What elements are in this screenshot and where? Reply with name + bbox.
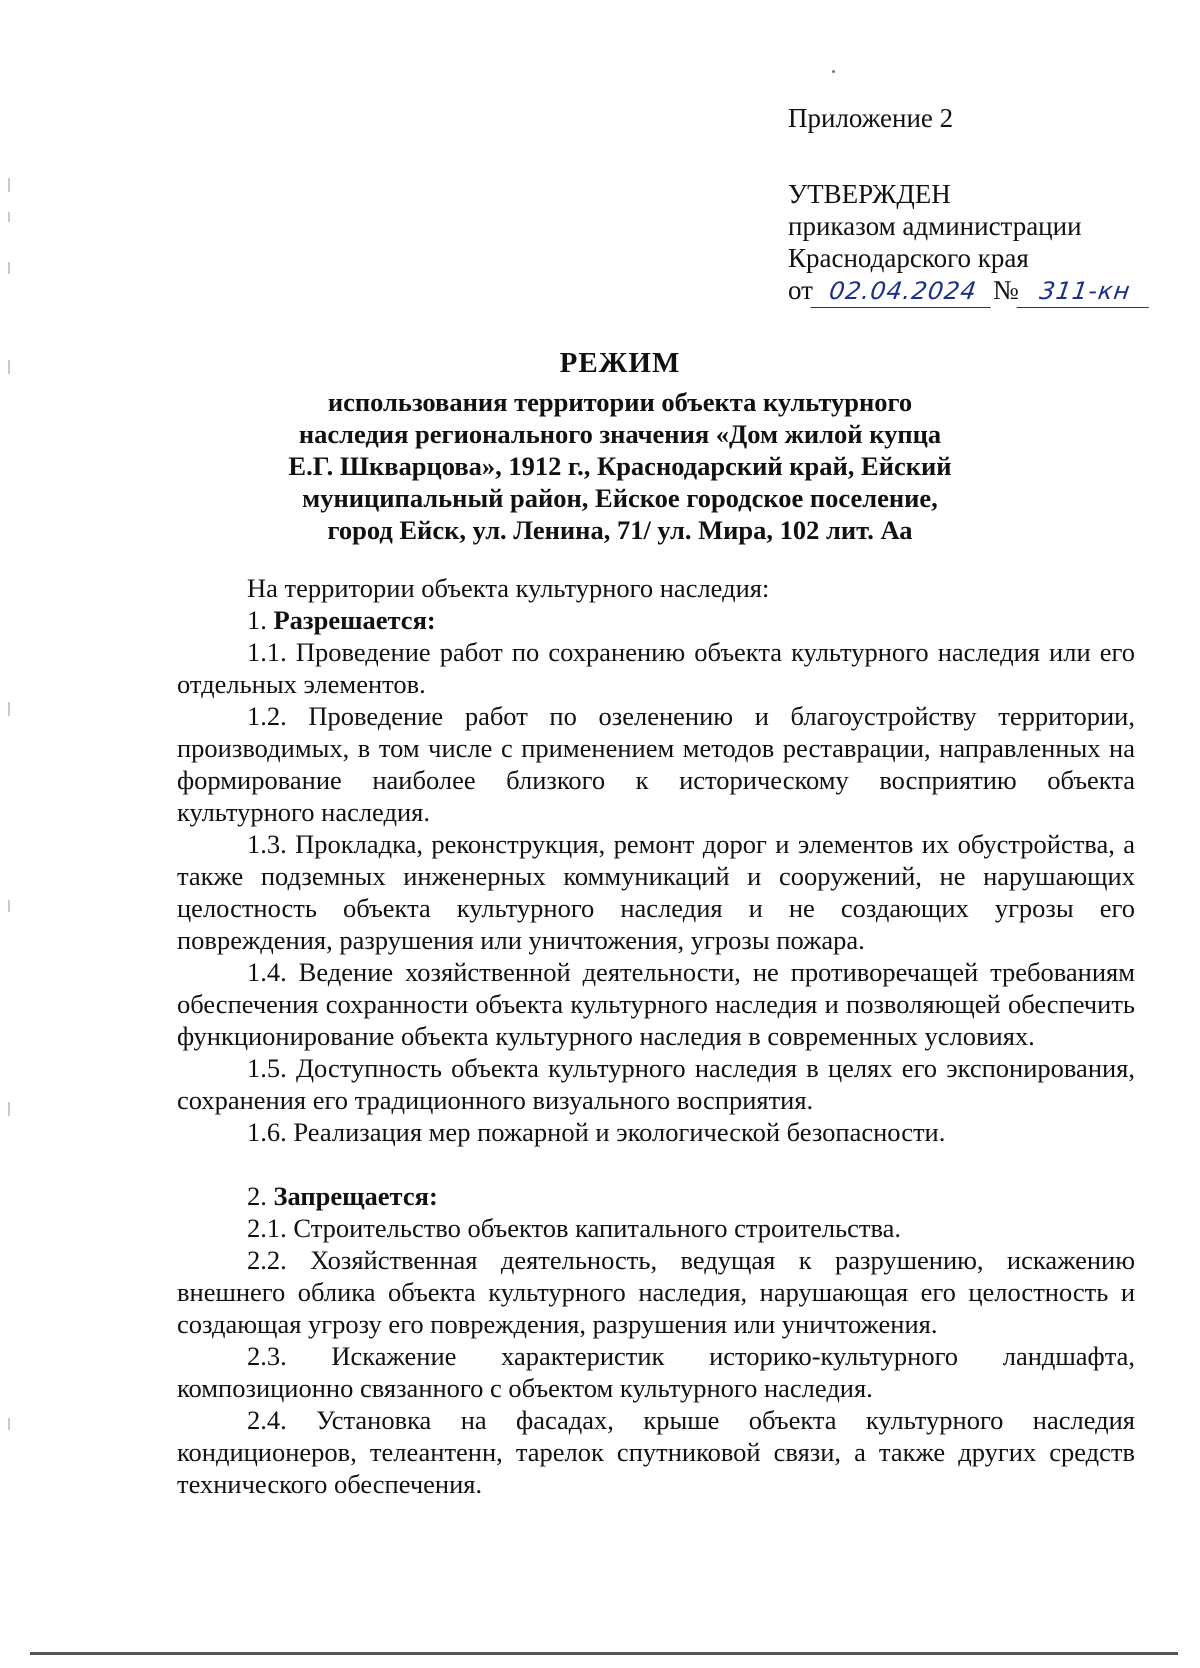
document-body [177,572,1135,1500]
section-title: Запрещается: [273,1181,438,1211]
region-label: Краснодарского края [788,243,1029,273]
scan-speck [832,70,835,73]
scan-bottom-edge [30,1652,1178,1655]
list-item: 1.4. Ведение хозяйственной деятельности, не противоречащей требованиям обеспечения сохранности объекта культурного наследия и позволяющей обеспечить функционирование объекта культурного наследия в современных условиях. [177,957,1135,1051]
section-number: 2. [247,1181,267,1211]
title-main: РЕЖИМ [559,347,681,379]
scan-edge-mark [8,262,10,274]
handwritten-number: 311-кн [1016,275,1153,308]
title-line: Е.Г. Шкварцова», 1912 г., Краснодарский край, Ейский [288,451,952,481]
list-item: 1.2. Проведение работ по озеленению и благоустройству территории, производимых, в том числе с применением методов реставрации, направленных на формирование наиболее близкого к историческому восприятию объекта культурного наследия. [177,701,1135,827]
title-line: наследия регионального значения «Дом жилой купца [298,419,942,449]
list-item: 1.6. Реализация мер пожарной и экологической безопасности. [247,1117,946,1147]
list-item: 2.1. Строительство объектов капитального строительства. [247,1213,902,1243]
list-item: 2.4. Установка на фасадах, крыше объекта культурного наследия кондиционеров, телеантенн, тарелок спутниковой связи, а также других средств технического обеспечения. [177,1405,1135,1499]
approved-label: УТВЕРЖДЕН [788,179,951,209]
number-sign: № [992,275,1019,305]
scan-edge-mark [8,1102,10,1116]
scan-edge-mark [8,1418,10,1430]
section-title: Разрешается: [273,605,436,635]
scan-edge-mark [8,900,10,912]
intro-paragraph: На территории объекта культурного наследия: [247,573,770,603]
handwritten-date: 02.04.2024 [811,275,996,308]
list-item: 1.3. Прокладка, реконструкция, ремонт дорог и элементов их обустройства, а также подземных инженерных коммуникаций и сооружений, не нарушающих целостность объекта культурного наследия и не создающих угрозы его повреждения, разрушения или уничтожения, угрозы пожара. [177,829,1135,955]
title-line: использования территории объекта культурного [327,387,913,417]
document-title [170,346,1070,546]
order-label: приказом администрации [788,211,1082,241]
appendix-label: Приложение 2 [788,103,954,133]
section-heading-allowed [177,604,1135,636]
list-item: 1.1. Проведение работ по сохранению объекта культурного наследия или его отдельных элементов. [177,637,1135,699]
list-item: 1.5. Доступность объекта культурного наследия в целях его экспонирования, сохранения его традиционного визуального восприятия. [177,1053,1135,1115]
section-heading-forbidden [177,1180,1135,1212]
spacer [177,1148,1135,1180]
order-date-number [788,274,1158,308]
scan-edge-mark [8,212,10,222]
list-item: 2.3. Искажение характеристик историко-культурного ландшафта, композиционно связанного с объектом культурного наследия. [177,1341,1135,1403]
scan-edge-mark [8,178,10,192]
scan-edge-mark [8,360,10,374]
section-number: 1. [247,605,267,635]
title-line: город Ейск, ул. Ленина, 71/ ул. Мира, 102 лит. Аа [327,515,913,545]
list-item: 2.2. Хозяйственная деятельность, ведущая к разрушению, искажению внешнего облика объекта культурного наследия, нарушающая его целостность и создающая угрозу его повреждения, разрушения или уничтожения. [177,1245,1135,1339]
scan-edge-mark [8,702,10,716]
approval-block [788,102,1158,308]
title-line: муниципальный район, Ейское городское поселение, [302,483,938,513]
from-prefix: от [788,275,813,305]
